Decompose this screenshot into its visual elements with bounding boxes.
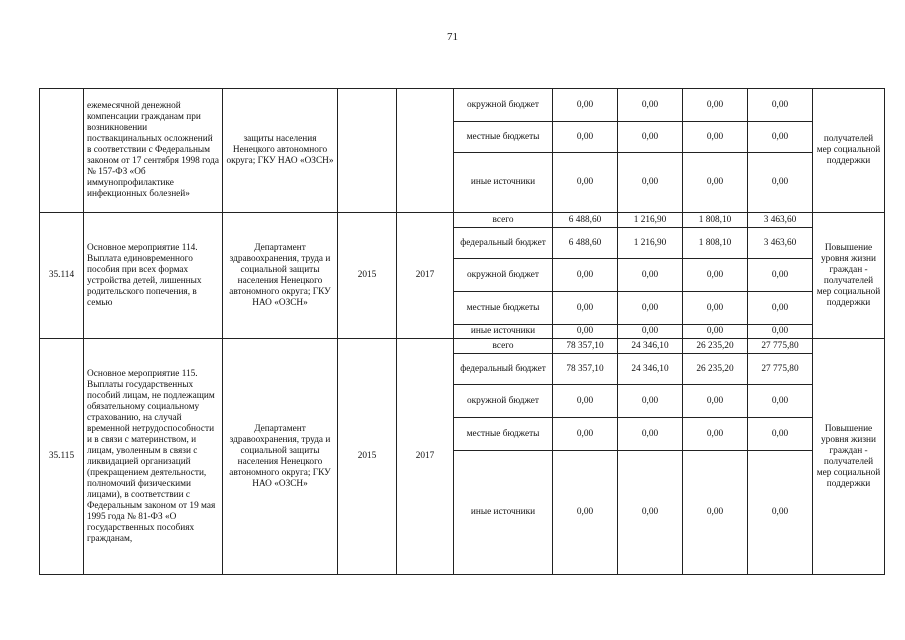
funding-source: местные бюджеты [454, 122, 553, 153]
value-2015: 0,00 [618, 153, 683, 213]
value-2016: 0,00 [683, 89, 748, 122]
total-value: 0,00 [553, 259, 618, 292]
value-2017: 3 463,60 [748, 228, 813, 259]
value-2017: 0,00 [748, 292, 813, 325]
value-2015: 0,00 [618, 259, 683, 292]
value-2017: 0,00 [748, 122, 813, 153]
total-value: 78 357,10 [553, 354, 618, 385]
value-2017: 0,00 [748, 89, 813, 122]
value-2016: 0,00 [683, 418, 748, 451]
expected-result: получателей мер социальной поддержки [813, 89, 885, 213]
value-2017: 0,00 [748, 451, 813, 575]
activity-name: Основное мероприятие 114. Выплата единовременного пособия при всех формах устройства детей, лишенных родительского попечения, в семью [84, 213, 223, 339]
value-2015: 0,00 [618, 385, 683, 418]
year-end: 2017 [397, 213, 454, 339]
funding-source: федеральный бюджет [454, 228, 553, 259]
executor: защиты населения Ненецкого автономного округа; ГКУ НАО «ОЗСН» [223, 89, 338, 213]
funding-source: окружной бюджет [454, 385, 553, 418]
year-end: 2017 [397, 339, 454, 575]
funding-source: федеральный бюджет [454, 354, 553, 385]
value-2017: 27 775,80 [748, 354, 813, 385]
value-2016: 1 808,10 [683, 228, 748, 259]
total-value: 0,00 [553, 122, 618, 153]
program-table [39, 88, 885, 575]
value-2016: 0,00 [683, 292, 748, 325]
value-2015: 0,00 [618, 122, 683, 153]
total-value: 0,00 [553, 418, 618, 451]
value-2015: 0,00 [618, 418, 683, 451]
expected-result: Повышение уровня жизни граждан - получателей мер социальной поддержки [813, 339, 885, 575]
funding-source: местные бюджеты [454, 292, 553, 325]
funding-source: местные бюджеты [454, 418, 553, 451]
funding-source: всего [454, 339, 553, 354]
table-row [40, 89, 885, 122]
funding-source: иные источники [454, 325, 553, 339]
funding-source: окружной бюджет [454, 259, 553, 292]
value-2017: 3 463,60 [748, 213, 813, 228]
row-number: 35.115 [40, 339, 84, 575]
value-2015: 24 346,10 [618, 354, 683, 385]
value-2016: 1 808,10 [683, 213, 748, 228]
total-value: 6 488,60 [553, 213, 618, 228]
total-value: 0,00 [553, 385, 618, 418]
value-2015: 24 346,10 [618, 339, 683, 354]
total-value: 0,00 [553, 451, 618, 575]
value-2016: 0,00 [683, 385, 748, 418]
activity-name: Основное мероприятие 115. Выплаты государственных пособий лицам, не подлежащим обязательному социальному страхованию, на случай временной нетрудоспособности и в связи с материнством, и лицам, уволенным в связи с ликвидацией организаций (прекращением деятельности, полномочий физическими лицами), в соответствии с Федеральным законом от 19 мая 1995 года № 81-ФЗ «О государственных пособиях гражданам, [84, 339, 223, 575]
value-2016: 0,00 [683, 259, 748, 292]
value-2017: 27 775,80 [748, 339, 813, 354]
funding-source: окружной бюджет [454, 89, 553, 122]
value-2017: 0,00 [748, 153, 813, 213]
funding-source: иные источники [454, 153, 553, 213]
total-value: 78 357,10 [553, 339, 618, 354]
table-row [40, 339, 885, 354]
value-2017: 0,00 [748, 259, 813, 292]
funding-source: всего [454, 213, 553, 228]
total-value: 0,00 [553, 325, 618, 339]
activity-name: ежемесячной денежной компенсации гражданам при возникновении поствакцинальных осложнений в соответствии с Федеральным законом от 17 сентября 1998 года № 157-ФЗ «Об иммунопрофилактике инфекционных болезней» [84, 89, 223, 213]
row-number: 35.114 [40, 213, 84, 339]
value-2017: 0,00 [748, 385, 813, 418]
year-end [397, 89, 454, 213]
total-value: 6 488,60 [553, 228, 618, 259]
value-2015: 0,00 [618, 325, 683, 339]
value-2017: 0,00 [748, 325, 813, 339]
total-value: 0,00 [553, 89, 618, 122]
funding-source: иные источники [454, 451, 553, 575]
year-start: 2015 [338, 213, 397, 339]
executor: Департамент здравоохранения, труда и социальной защиты населения Ненецкого автономного округа; ГКУ НАО «ОЗСН» [223, 339, 338, 575]
total-value: 0,00 [553, 153, 618, 213]
value-2015: 1 216,90 [618, 213, 683, 228]
value-2016: 0,00 [683, 153, 748, 213]
value-2017: 0,00 [748, 418, 813, 451]
value-2016: 26 235,20 [683, 339, 748, 354]
table-row [40, 213, 885, 228]
value-2015: 1 216,90 [618, 228, 683, 259]
year-start [338, 89, 397, 213]
value-2016: 26 235,20 [683, 354, 748, 385]
value-2016: 0,00 [683, 122, 748, 153]
value-2015: 0,00 [618, 89, 683, 122]
year-start: 2015 [338, 339, 397, 575]
value-2015: 0,00 [618, 292, 683, 325]
value-2016: 0,00 [683, 451, 748, 575]
value-2015: 0,00 [618, 451, 683, 575]
row-number [40, 89, 84, 213]
value-2016: 0,00 [683, 325, 748, 339]
page-number: 71 [447, 31, 458, 43]
executor: Департамент здравоохранения, труда и социальной защиты населения Ненецкого автономного округа; ГКУ НАО «ОЗСН» [223, 213, 338, 339]
expected-result: Повышение уровня жизни граждан - получателей мер социальной поддержки [813, 213, 885, 339]
total-value: 0,00 [553, 292, 618, 325]
